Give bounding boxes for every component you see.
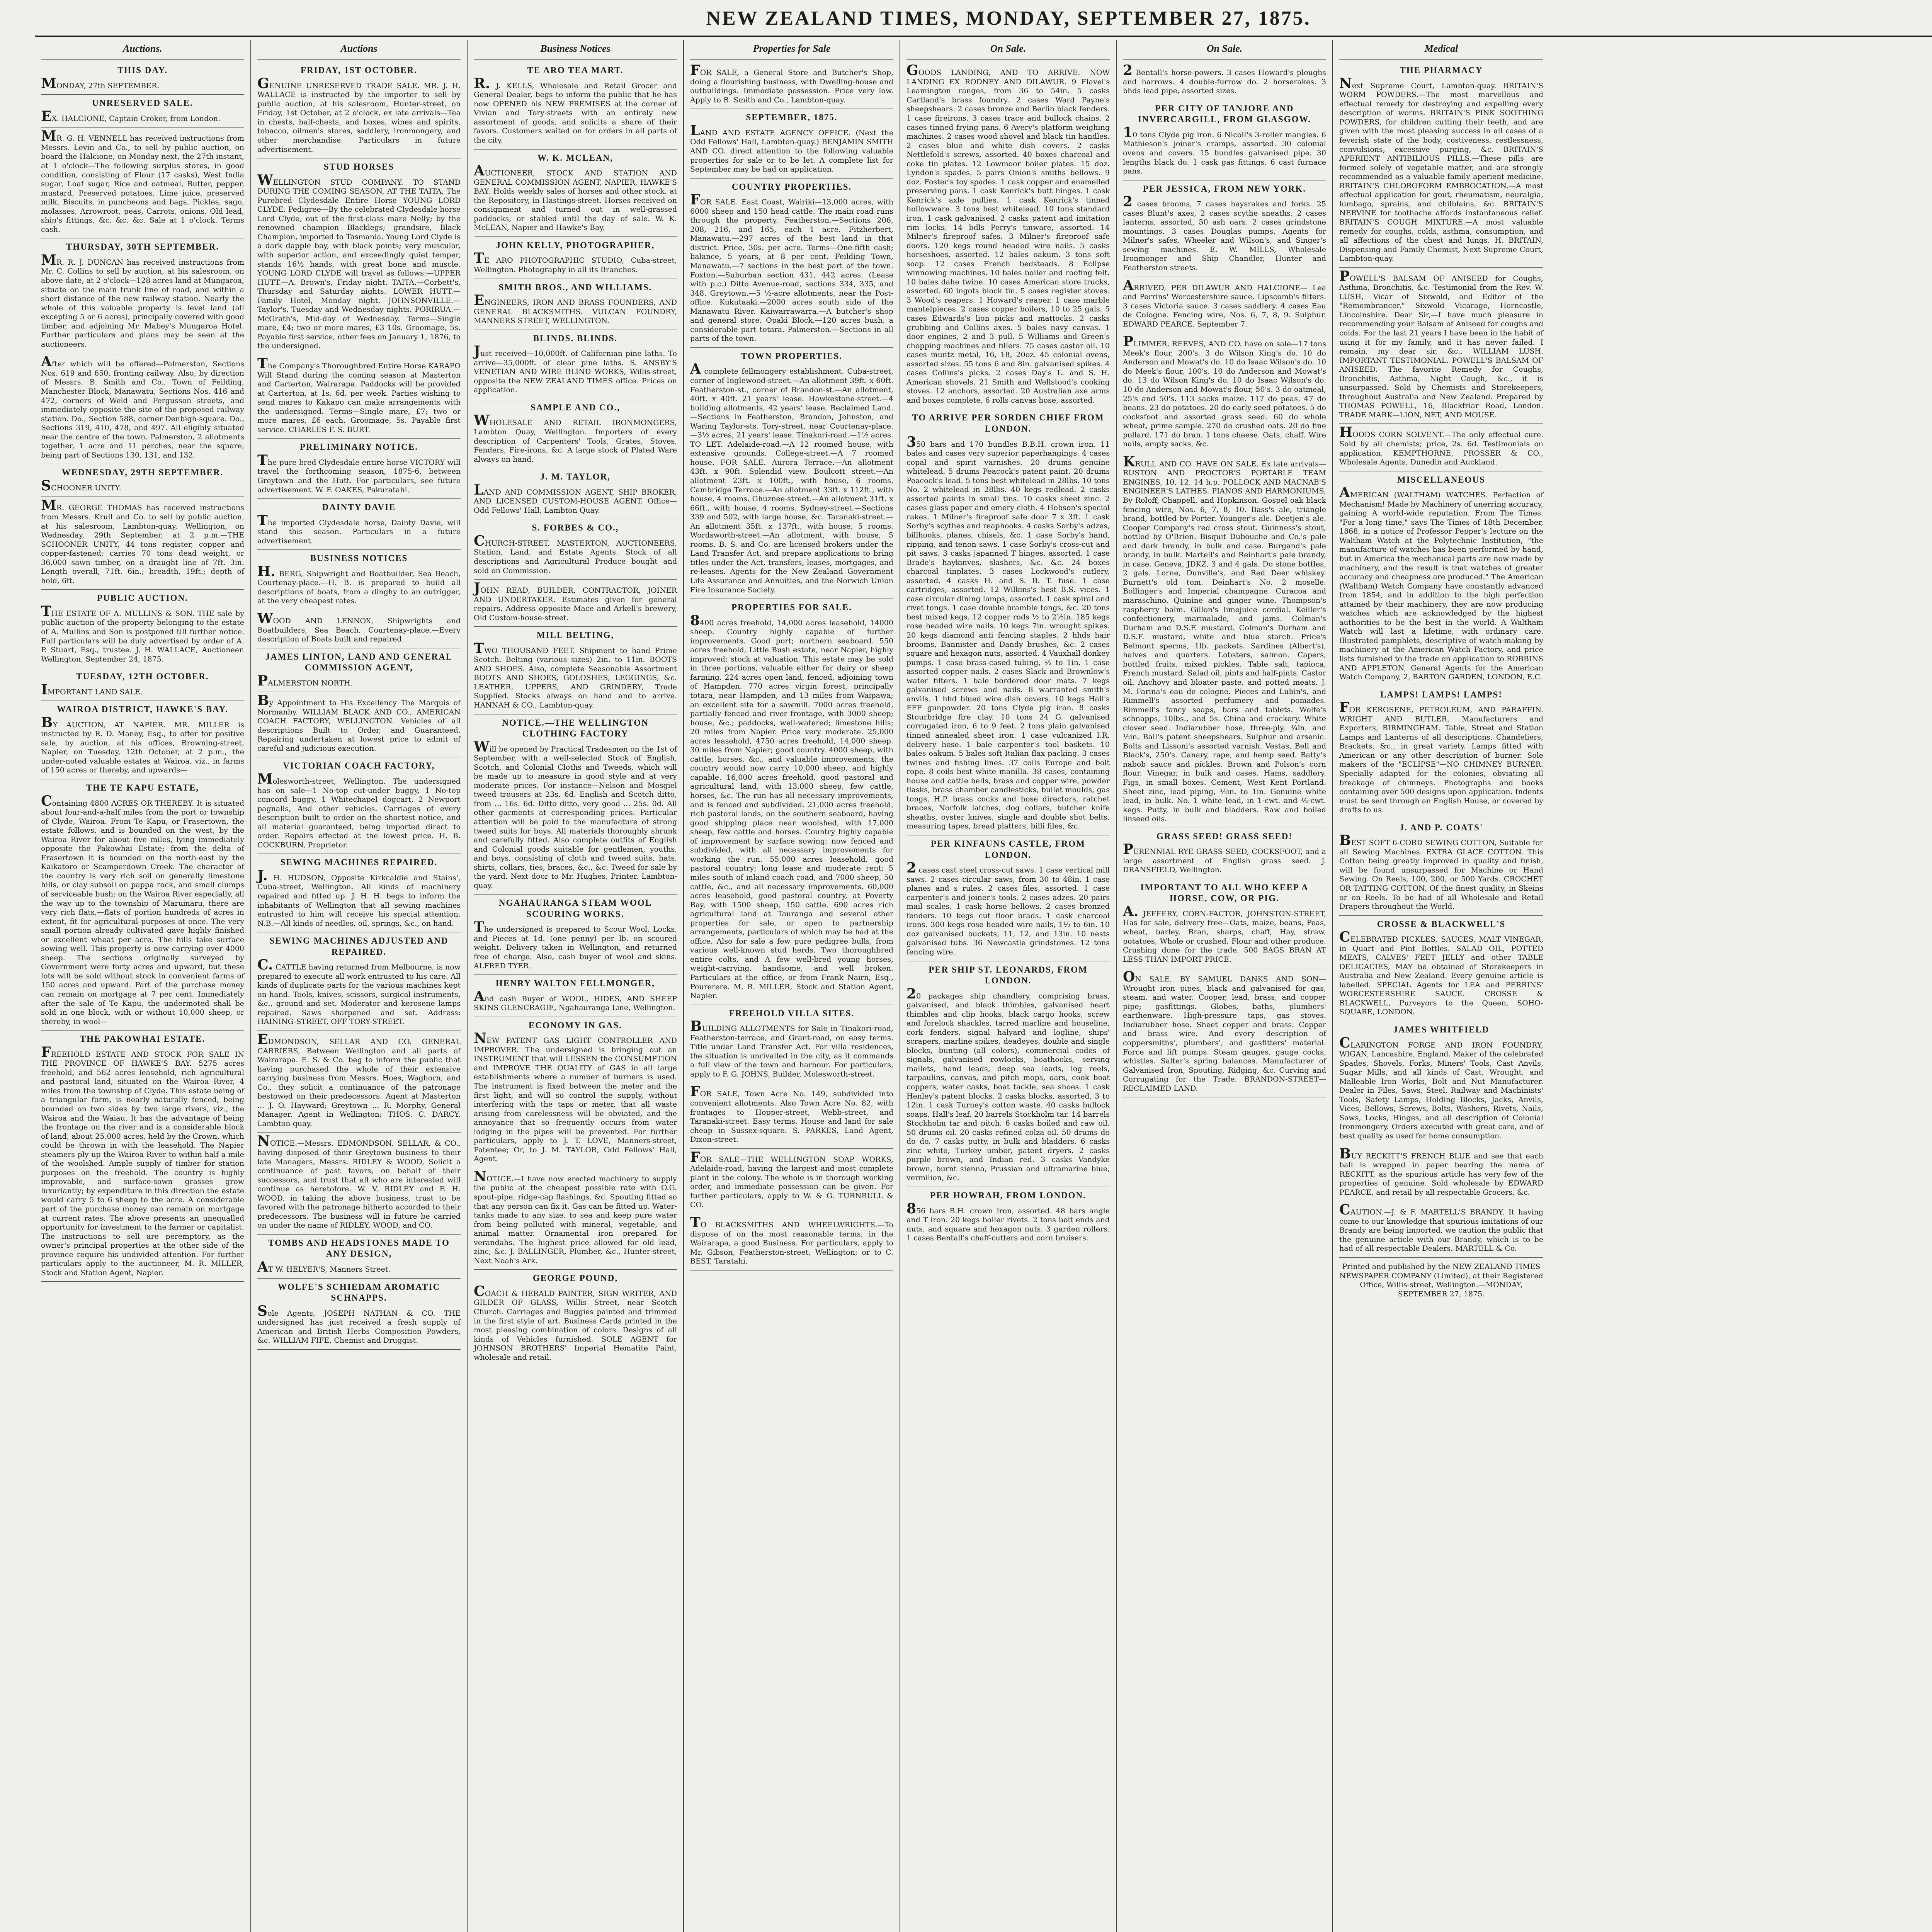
advertisement-body: MR. GEORGE THOMAS has received instructions from Messrs. Krull and Co. to sell by public auction, at his salesroom, Lambton-quay, Wellington, on Wednesday, 29th September, at 2 p.m.—THE SCHOONER UNITY, 44 tons register, copper and copper-fastened; carries 70 tons dead weight, or 36,000 sawn timber, on a draught line of 7ft. 3in. Length overall, 71ft. 6in.; breadth, 19ft.; depth of hold, 6ft. bbox=[41, 497, 244, 585]
advertisement-title: BUSINESS NOTICES bbox=[310, 553, 408, 563]
advertisement bbox=[690, 62, 893, 109]
advertisement-title: SEPTEMBER, 1875. bbox=[746, 112, 838, 122]
advertisement-title: JAMES LINTON, LAND AND GENERAL COMMISSION AGENT, bbox=[265, 651, 453, 673]
advertisement bbox=[1123, 180, 1326, 277]
advertisement bbox=[257, 355, 461, 439]
advertisement-body: By Appointment to His Excellency The Marquis of Normanby. WILLIAM BLACK AND CO., AMERICAN COACH FACTORY, WELLINGTON. Vehicles of all descriptions Built to Order, and Guaranteed. Repairing undertaken at lowest price to admit of careful and judicious execution. bbox=[257, 692, 461, 753]
newspaper-column-1 bbox=[35, 40, 251, 1932]
advertisement-body: 350 bars and 170 bundles B.B.H. crown iron. 11 bales and cases very superior paperhangings. 4 cases copal and spirit varnishes. 20 drums genuine whitelead. 5 drums Peacock's patent paint. 20 drums Peacock's lead. 5 tons best whitelead in 28lbs. 10 tons No. 2 whitelead in 28lbs. 40 kegs redlead. 2 casks assorted paints in small tins. 10 casks sheet zinc. 2 cases glass paper and emery cloth. 4 Hobson's special rakes. 1 Milner's fireproof safe door 7 x 3ft. 1 cask Sorby's scythes and reaphooks. 4 casks Sorby's adzes, billhooks, planes, chisels, &c. 1 case Sorby's hand, ripping, and tenon saws. 1 case Sorby's cross-cut and pit saws. 3 casks japanned T hinges, assorted. 1 case Brade's haykinves, slashers, &c. &c. 24 boxes charcoal tinplates. 3 cases Lockwood's cutlery, assorted. 4 casks H. and S. B. T. fuse. 1 case cartridges, assorted. 12 Wilkins's best B.S. vices. 1 case circular dining lamps, assorted. 1 cask spiral and rivet tongs. 1 case double bramble tongs, &c. 20 tons best mixed kegs. 12 copper rods ½ to 2½in. 185 kegs rose headed wire nails. 10 kegs 7in. wrought spikes. 20 kegs diamond anti fencing staples. 2 hhds hair brooms, Bannister and Dandy brushes, &c. 2 cases square and hexagon nuts, assorted. 4 Vauxhall donkey pumps. 1 case brass-cased tubing, ½ to 1in. 1 case assorted copper nails. 2 cases Slack and Brownlow's water filters. 1 bale bordered door mats. 7 kegs galvanised screws and nails. 8 warranted smith's anvils. 1 hhd blued wire dish covers. 10 kegs Hall's FFF gunpowder. 20 tons Clyde pig iron. 8 casks Stourbridge fire clay. 10 tons 24 G. galvanised corrugated iron, 6 to 9 feet. 2 tons plain galvanised tinned annealed sheet iron. 1 case vulcanized I.R. delivery hose. 1 bale carpenter's tool baskets. 10 bales oakum. 5 bales soft Italian flax packing. 3 cases twines and fishing lines. 37 coils Europe and bolt rope. 8 coils best white manilla. 38 cases, containing house and cattle bells, brass and copper wire, powder flasks, brass chamber candlesticks, bullet moulds, gas tongs, H.P. brass cocks and hose directors, ratchet braces, Norfolk latches, dog collars, butcher knife sheaths, oyster knives, single and double shot belts, measuring tapes, bread platters, billi files, &c. bbox=[906, 434, 1110, 831]
advertisement-body: HOODS CORN SOLVENT.—The only effectual cure. Sold by all chemists; price, 2s. 6d. Testimonials on application. KEMPTHORNE, PROSSER & CO., Wholesale Agents, Dunedin and Auckland. bbox=[1339, 424, 1543, 467]
advertisement-title: FREEHOLD VILLA SITES. bbox=[729, 1008, 855, 1018]
advertisement-body: COACH & HERALD PAINTER, SIGN WRITER, AND GILDER OF GLASS, Willis Street, near Scotch Church. Carriages and Buggies painted and trimmed in the first style of art. Business Cards printed in the most pleasing combination of colors. Designs of all kinds of Vehicles furnished. SOLE AGENT for JOHNSON BROTHERS' Imperial Hematite Paint, wholesale and retail. bbox=[474, 1283, 677, 1362]
advertisement-title: TE ARO TEA MART. bbox=[527, 65, 624, 75]
advertisement-body: FOR SALE. East Coast, Wairiki—13,000 acres, with 6000 sheep and 150 head cattle. The main road runs through the property. Featherston.—Sections 206, 208, 216, and 165, each 1 acre. Fitzherbert, Manawatu.—297 acres of the best land in that district. Price, 30s. per acre. Terms—One-fifth cash; balance, 5 years, at 8 per cent. Feilding Town, Manawatu.—7 sections in the best part of the town. Foxton.—Suburban section 431, 442 acres. (Lease with p.c.) Ditto Avenue-road, sections 334, 335, and 348. Greytown.—5 ½-acre allotments, near the Post-office. Kukutaaki.—2000 acres south side of the Manawatu River. Kaiwarrawarra.—A butcher's shop and general store. Opaki Block.—120 acres bush, a considerable part totara. Palmerston.—Sections in all parts of the town. bbox=[690, 192, 893, 343]
advertisement-body: SCHOONER UNITY. bbox=[41, 477, 122, 494]
advertisement-body: After which will be offered—Palmerston, Sections Nos. 619 and 650, fronting railway. Also, by direction of Messrs. B. Smith and Co., Town of Feilding, Manchester Block, Manawatu, Sections Nos. 416 and 472, corners of Weld and Fergusson streets, and immediately opposite the site of the proposed railway station. Do., Section 588, corner Denbigh-square. Do., Sections 319, 410, 478, and 497. All eligibly situated near the centre of the town. Palmerston, 2 allotments together, 1 acre and 11 perches, near the square, being part of Sections 130, 131, and 132. bbox=[41, 354, 244, 459]
advertisement-body: FOR SALE, Town Acre No. 149, subdivided into convenient allotments. Also Town Acre No. 82, with frontages to Hopper-street, Webb-street, and Taranaki-street. Easy terms. House and land for sale cheap in Sussex-square. S. PARKES, Land Agent, Dixon-street. bbox=[690, 1083, 893, 1144]
advertisement-body: TE ARO PHOTOGRAPHIC STUDIO, Cuba-street, Wellington. Photography in all its Branches. bbox=[474, 250, 677, 274]
advertisement bbox=[1123, 100, 1326, 180]
advertisement bbox=[41, 62, 244, 95]
advertisement bbox=[1339, 1145, 1543, 1202]
advertisement bbox=[257, 1031, 461, 1133]
advertisement-title: WOLFE'S SCHIEDAM AROMATIC SCHNAPPS. bbox=[277, 1282, 440, 1303]
advertisement-body: The Company's Thoroughbred Entire Horse KARAPO Will Stand during the coming season at Masterton and Carterton, Wairarapa. Paddocks will be provided at Carterton, at 1s. 6d. per week. Parties wishing to send mares to Kakapo can make arrangements with the undersigned. Terms—Single mare, £7; two or more mares, £6 each. Groomage, 5s. Payable first service. CHARLES F. S. BURT. bbox=[257, 355, 461, 434]
newspaper-column-4 bbox=[684, 40, 900, 1932]
advertisement-body: The undersigned is prepared to Scour Wool, Locks, and Pieces at 1d. (one penny) per lb. on scoured weight. Delivery taken in Wellington, and returned free of charge. Also, cash buyer of wool and skins. ALFRED TYER. bbox=[474, 919, 677, 970]
advertisement-title: SMITH BROS., AND WILLIAMS. bbox=[498, 282, 652, 292]
advertisement-body: Next Supreme Court, Lambton-quay. BRITAIN'S WORM POWDERS.—The most marvellous and effectual remedy for destroying and expelling every description of worms. BRITAIN'S PINK SOOTHING POWDERS, for children cutting their teeth, and are given with the most pleasing success in all cases of a feverish state of the body, costiveness, restlessness, convulsions, excessive purging, &c. BRITAIN'S APERIENT ANTIBILIOUS PILLS.—These pills are formed solely of vegetable matter, and are strongly recommended as a valuable family aperient medicine. BRITAIN'S CHLOROFORM EMBROCATION.—A most effectual application for gout, rheumatism, neuralgia, lumbago, sprains, and chilblains, &c. BRITAIN'S NERVINE for toothache affords instantaneous relief. BRITAIN'S COUGH MIXTURE.—A most valuable remedy for coughs, colds, asthma, consumption, and all affections of the chest and lungs. H. BRITAIN, Dispensing and Family Chemist, Next Supreme Court, Lambton-quay. bbox=[1339, 75, 1543, 263]
advertisement-body: R. J. KELLS, Wholesale and Retail Grocer and General Dealer, begs to inform the public that he has now OPENED his NEW PREMISES at the corner of Vivian and Tory-streets with an entirely new assortment of goods, and solicits a share of their favors. Customers waited on for orders in all parts of the city. bbox=[474, 75, 677, 145]
advertisement bbox=[257, 1133, 461, 1234]
advertisement-body: FREEHOLD ESTATE AND STOCK FOR SALE IN THE PROVINCE OF HAWKE'S BAY. 5275 acres freehold, and 562 acres leasehold, rich agricultural and pastoral land, situated on the Wairoa River, 4 miles from the township of Clyde. This estate being of a triangular form, is nearly naturally fenced, being bounded on two sides by two large rivers, viz., the Wairoa and the Waiau. It has the advantage of being the frontage on the river and is a considerable block of land, about 25,000 acres, held by the Crown, which could be thrown in with the leasehold. The Napier steamers ply up the Wairoa River to within half a mile of the woolshed. Ample supply of timber for station purposes on the freehold. The country is highly improvable, and surface-sown grasses grow luxuriantly; by expenditure in this direction the estate would carry 5 to 6 sheep to the acre. A considerable part of the purchase money can remain on mortgage at current rates. The above presents an unequalled opportunity for investment to the farmer or capitalist. The instructions to sell are peremptory, as the owner's principal properties at the other side of the province require his undivided attention. For further particulars apply to the auctioneer, M. R. MILLER, Stock and Station Agent, Napier. bbox=[41, 1044, 244, 1277]
advertisement-title: SEWING MACHINES ADJUSTED AND REPAIRED. bbox=[269, 936, 449, 957]
advertisement-title: HENRY WALTON FELLMONGER, bbox=[495, 978, 655, 988]
advertisement-body: GENUINE UNRESERVED TRADE SALE. MR. J. H. WALLACE is instructed by the importer to sell by public auction, at his salesroom, Hunter-street, on Friday, 1st October, at 2 o'clock, ex late arrivals—Tea in chests, half-chests, and boxes, wines and spirits, tobacco, oilmen's stores, saddlery, ironmongery, and other merchandise. Particulars in future advertisement. bbox=[257, 75, 461, 154]
advertisement bbox=[474, 279, 677, 330]
advertisement-body: JOHN READ, BUILDER, CONTRACTOR, JOINER AND UNDERTAKER. Estimates given for general repairs. Address opposite Mace and Arkell's brewery, Old Custom-house-street. bbox=[474, 580, 677, 622]
advertisement-title: SEWING MACHINES REPAIRED. bbox=[280, 857, 438, 867]
advertisement-body: NOTICE.—Messrs. EDMONDSON, SELLAR, & CO., having disposed of their Greytown business to their late Managers, Messrs. RIDLEY & WOOD, Solicit a continuance of past favors, on behalf of their successors, and trust that all who are interested will continue as heretofore. W. V. RIDLEY and F. H. WOOD, in taking the above business, trust to be favored with the patronage hitherto accorded to their predecessors. The business will in future be carried on under the name of RIDLEY, WOOD, and CO. bbox=[257, 1133, 461, 1230]
advertisement bbox=[257, 1279, 461, 1350]
advertisement-title: THE PHARMACY bbox=[1400, 65, 1483, 75]
advertisement-title: PUBLIC AUCTION. bbox=[97, 593, 188, 603]
advertisement-body: BY AUCTION, AT NAPIER. MR. MILLER is instructed by R. D. Maney, Esq., to offer for positive sale, by auction, at his offices, Browning-street, Napier, on Tuesday, 12th October, at 2 p.m., the under-noted valuable estates at Wairoa, viz., in farms of 150 acres or thereby, and upwards— bbox=[41, 714, 244, 775]
column-heading: On Sale. bbox=[906, 40, 1110, 60]
advertisement bbox=[1123, 879, 1326, 968]
advertisement bbox=[257, 439, 461, 499]
advertisement-body: 856 bars B.H. crown iron, assorted. 48 bars angle and T iron. 20 kegs boiler rivets. 2 tons bolt ends and nuts, and square and hexagon nuts. 3 garden rollers. 1 cases Bentall's chaff-cutters and corn bruisers. bbox=[906, 1200, 1110, 1243]
advertisement bbox=[906, 62, 1110, 409]
advertisement-body: AMERICAN (WALTHAM) WATCHES. Perfection of Mechanism! Made by Machinery of unerring accuracy, gaining A world-wide reputation. From The Times. "For a long time," says The Times of 18th December, 1868, in a notice of Professor Pepper's lecture on the Waltham Watch at the Polytechnic Institution, "the manufacture of watches has been performed by hand, but in America the mechanical parts are now made by machinery, and the result is that watches of greater accuracy and cheapness are produced." The American (Waltham) Watch Company have constantly advanced from 1854, and in addition to the high perfection attained by their machinery, they are now producing watches which are acknowledged by the highest authorities to be the best in the world. A Waltham Watch will last a lifetime, with ordinary care. Illustrated pamphlets, descriptive of watch-making by machinery at the American Watch Factory, and price lists furnished to the trade on application to ROBBINS AND APPLETON, General Agents for the American Watch Company, 2, BARTON GARDEN, LONDON, E.C. bbox=[1339, 485, 1543, 682]
advertisement bbox=[1339, 268, 1543, 424]
advertisement-title: JAMES WHITFIELD bbox=[1393, 1025, 1490, 1035]
column-heading: Auctions. bbox=[41, 40, 244, 60]
advertisement-title: THIS DAY. bbox=[117, 65, 168, 75]
advertisement bbox=[690, 599, 893, 1005]
advertisement bbox=[41, 95, 244, 128]
advertisement-body: THE ESTATE OF A. MULLINS & SON. THE sale by public auction of the property belonging to the estate of A. Mullins and Son is postponed till further notice. Full particulars will be duly advertised by order of A. P. Stuart, Esq., trustee. J. H. WALLACE, Auctioneer. Wellington, September 24, 1875. bbox=[41, 603, 244, 663]
advertisement-body: 2 cases cast steel cross-cut saws. 1 case vertical mill saws. 2 cases circular saws, from 30 to 48in. 1 case planes and s rules. 2 cases files, assorted. 1 case carpenter's and joiner's tools. 2 cases adzes. 20 pairs mail scales. 1 cask horse bellows. 2 cases bronzed fenders. 10 kegs cut floor brads. 1 cask charcoal irons. 300 kegs rose headed wire nails, 1½ to 6in. 10 doz galvanised buckets, 11, 12, and 13in. 10 nests galvanised tubs. 36 Newcastle grindstones. 12 tons fencing wire. bbox=[906, 860, 1110, 956]
advertisement bbox=[41, 590, 244, 668]
advertisement-title: WEDNESDAY, 29TH SEPTEMBER. bbox=[61, 468, 224, 478]
printer-imprint: Printed and published by the NEW ZEALAND TIMES NEWSPAPER COMPANY (Limited), at their Registered Office, Willis-street, Wellington.—MONDAY, SEPTEMBER 27, 1875. bbox=[1339, 1262, 1543, 1298]
column-heading: On Sale. bbox=[1123, 40, 1326, 60]
advertisement-title: VICTORIAN COACH FACTORY, bbox=[283, 761, 435, 771]
advertisement-title: NOTICE.—THE WELLINGTON CLOTHING FACTORY bbox=[502, 718, 649, 739]
advertisement-title: SAMPLE AND CO., bbox=[531, 402, 620, 412]
advertisement-body: CLARINGTON FORGE AND IRON FOUNDRY, WIGAN, Lancashire, England. Maker of the celebrated Spades, Shovels, Forks, Miners' Tools, Cast Anvils, Sugar Mills, and all kinds of Cast, Wrought, and Malleable Iron Works, Bolt and Nut Manufacturer. Dealer in Files, Saws, Steel, Railway and Machinists' Tools, Safety Lamps, Holding Blocks, Jacks, Anvils, Vices, Bellows, Screws, Bolts, Washers, Rivets, Nails, Saws, Locks, Hinges, and all description of Colonial Ironmongery. Orders executed with great care, and of best quality as used for home consumption. bbox=[1339, 1034, 1543, 1141]
advertisement bbox=[41, 464, 244, 497]
advertisement bbox=[1339, 686, 1543, 819]
advertisement-body: C. CATTLE having returned from Melbourne, is now prepared to execute all work entrusted to his care. All kinds of duplicate parts for the various machines kept on hand. Tools, knives, scissors, surgical instruments, &c., ground and set. Moderator and kerosene lamps repaired. Saws sharpened and set. Address: HAINING-STREET, OFF TORY-STREET. bbox=[257, 957, 461, 1026]
advertisement-title: CROSSE & BLACKWELL'S bbox=[1377, 919, 1506, 929]
advertisement bbox=[257, 499, 461, 550]
advertisement bbox=[690, 1005, 893, 1083]
advertisement bbox=[257, 854, 461, 932]
masthead-title: NEW ZEALAND TIMES, MONDAY, SEPTEMBER 27, 1875. bbox=[706, 7, 1311, 29]
advertisement bbox=[1339, 1201, 1543, 1258]
advertisement-body: Molesworth-street, Wellington. The undersigned has on sale—1 No-top cut-under buggy, 1 No-top concord buggy, 1 Whitechapel dogcart, 2 Newport pagnalls, And other vehicles. Carriages of every description built to order on the shortest notice, and all material guaranteed, being imported direct to order. Repairs effected at the lowest price. H. B. COCKBURN, Proprietor. bbox=[257, 770, 461, 849]
advertisement bbox=[474, 1270, 677, 1366]
advertisement bbox=[690, 1083, 893, 1148]
advertisement-body: ARRIVED, PER DILAWUR AND HALCIONE— Lea and Perrins' Worcestershire sauce. Lipscomb's filters. 3 cases Victoria sauce. 3 cases saddlery. 4 cases Eau de Cologne. Fencing wire, Nos. 6, 7, 8, 9. Sulphur. EDWARD PEARCE. September 7. bbox=[1123, 277, 1326, 328]
advertisement-body: WOOD AND LENNOX, Shipwrights and Boatbuilders, Sea Beach, Courtenay-place.—Every description of Boats built and repaired. bbox=[257, 610, 461, 644]
advertisement bbox=[474, 519, 677, 580]
advertisement bbox=[906, 409, 1110, 835]
advertisement bbox=[1339, 916, 1543, 1021]
advertisement bbox=[474, 237, 677, 279]
advertisement-body: NOTICE.—I have now erected machinery to supply the public at the cheapest possible rate with O.G. spout-pipe, ridge-cap flashings, &c. Spouting fitted so that any person can fix it. Gas can be fitted up. Water-tanks made to any size, to sea and keep pure water from being polluted with mineral, vegetable, and animal matter. Ornamental iron prepared for verandahs. The highest price allowed for old lead, zinc, &c. J. BALLINGER, Plumber, &c., Hunter-street, Next Noah's Ark. bbox=[474, 1168, 677, 1265]
column-heading: Properties for Sale bbox=[690, 40, 893, 60]
advertisement bbox=[257, 692, 461, 757]
advertisement-body: 2 cases brooms, 7 cases haysrakes and forks. 25 cases Blunt's axes, 2 cases scythe sneaths. 2 cases lanterns, assorted, 50 ash oars. 2 cases grindstone mountings. 3 cases Douglas pumps. Agents for Milner's safes, Wheeler and Wilson's, and Singer's sewing machines. E. W. MILLS, Wholesale Ironmonger and Ship Chandler, Hunter and Featherston streets. bbox=[1123, 194, 1326, 272]
advertisement bbox=[474, 580, 677, 627]
advertisement bbox=[257, 932, 461, 1031]
advertisement-body: CHURCH-STREET, MASTERTON, AUCTIONEERS, Station, Land, and Estate Agents. Stock of all descriptions and Agricultural Produce bought and sold on Commission. bbox=[474, 532, 677, 575]
newspaper-column-6 bbox=[1117, 40, 1333, 1932]
advertisement bbox=[1123, 828, 1326, 879]
advertisement-body: BEST SOFT 6-CORD SEWING COTTON, Suitable for all Sewing Machines. EXTRA GLACE COTTON. This Cotton being greatly improved in quality and finish, will be found unsurpassed for Machine or Hand Sewing. On Reels, 100, 200, or 500 Yards. CROCHET OR TATTING COTTON, Of the finest quality, in Skeins or on Reels. To be had of all Wholesale and Retail Drapers throughout the World. bbox=[1339, 832, 1543, 911]
advertisement-title: TOMBS AND HEADSTONES MADE TO ANY DESIGN, bbox=[268, 1238, 450, 1259]
advertisement bbox=[474, 399, 677, 468]
advertisement bbox=[257, 550, 461, 610]
advertisement-body: BUILDING ALLOTMENTS for Sale in Tinakori-road, Featherston-terrace, and Grant-road, on easy terms. Title under Land Transfer Act. For villa residences, the situation is unrivalled in the city, as it commands a full view of the town and harbour. For particulars, apply to F. G. JOHNS, Builder, Molesworth-street. bbox=[690, 1018, 893, 1078]
column-heading: Auctions bbox=[257, 40, 461, 60]
advertisement-title: JOHN KELLY, PHOTOGRAPHER, bbox=[496, 240, 655, 250]
advertisement-title: GEORGE POUND, bbox=[532, 1273, 618, 1283]
advertisement-title: THURSDAY, 30TH SEPTEMBER. bbox=[66, 242, 219, 252]
advertisement bbox=[257, 610, 461, 648]
advertisement-body: MONDAY, 27th SEPTEMBER. bbox=[41, 75, 160, 92]
advertisement bbox=[690, 1214, 893, 1270]
advertisement-title: MISCELLANEOUS bbox=[1397, 474, 1485, 485]
advertisement bbox=[41, 238, 244, 353]
advertisement-title: DAINTY DAVIE bbox=[322, 502, 396, 512]
newspaper-column-5 bbox=[900, 40, 1117, 1932]
newspaper-columns bbox=[35, 40, 1932, 1932]
advertisement bbox=[1123, 277, 1326, 333]
advertisement-body: TWO THOUSAND FEET. Shipment to hand Prime Scotch. Belting (various sizes) 2in. to 11in. BOOTS AND SHOES. Also, complete Seasonable Assortment BOOTS AND SHOES, GOLOSHES, LEGGINGS, &c. LEATHER, UPPERS, AND GRINDERY, Trade Supplied. Stocks always on hand and to arrive. HANNAH & CO., Lambton-quay. bbox=[474, 640, 677, 710]
advertisement bbox=[41, 497, 244, 590]
advertisement-title: PRELIMINARY NOTICE. bbox=[300, 442, 418, 452]
advertisement-body: Sole Agents, JOSEPH NATHAN & CO. THE undersigned has just received a fresh supply of American and British Herbs Composition Powders, &c. WILLIAM FIFE, Chemist and Druggist. bbox=[257, 1303, 461, 1345]
advertisement-title: UNRESERVED SALE. bbox=[92, 98, 193, 108]
advertisement-title: PER JESSICA, FROM NEW YORK. bbox=[1143, 184, 1306, 194]
advertisement-body: KRULL AND CO. HAVE ON SALE. Ex late arrivals— RUSTON AND PROCTOR'S PORTABLE TEAM ENGINES, 10, 12, 14 h.p. POLLOCK AND MACNAB'S ENGINEER'S LATHES. PIANOS AND HARMONIUMS, By Roloff, Chappell, and Hopkinson. Gospel oak black fencing wire, Nos. 6, 7, 8, 10. Bass's ale, triangle brand, bottled by Porter. Younger's ale. Deetjen's ale. Cooper Company's red cross stout. Guinness's stout, bottled by O'Brien. Bisquit Dubouche and Co.'s pale and dark brandy, in bulk and case. Burgand's pale brandy, in bulk. Martell's and Reinhart's pale brandy, in case. Geneva, JDKZ, 3 and 4 gals. Do stone bottles, 2 gals. Lorne, Dunville's, and Red Deer whiskey. Burnett's old tom. Deinhart's No. 2 moselle. Bollinger's and Imperial champagne. Curacoa and maraschino. Quinine and ginger wine. Thompson's raspberry balm. Gillon's limejuice cordial. Keiller's confectionery, marmalade, and jams. Colman's Durham and D.S.F. mustard. Colman's Durham and D.S.F. mustard, white and blue starch. Price's Belmont sperms, 1lb. packets. Sardines (Albert's), halves and quarters. Lobsters, salmon. Capers, bottled fruits, mixed pickles. Table salt, tapioca, French mustard. Salad oil, pints and half-pints. Castor oil. Anchovy and bloater paste, and potted meats. J. M. Farina's eau de cologne. Pieces and Lubin's, and Rimmell's assorted perfumery and pomades. Rimmell's fancy soaps, bars and tablets. Wolfe's schnapps, 10lbs., and 5s. China and crockery. White clover seed. Indiarubber hose, three-ply, ¾in. and ½in. Ball's patent sheepshears. Sulphur and arsenic. Bolts and Lissoni's assorted varnish. Vestas, Bell and Black's, 250's. Canary, rape, and hemp seed. Batty's nabob sauce and pickles. Brown and Polson's corn flour. Vinegar, in bulk and cases. Hams, saddlery. Figs, in small boxes. Cement, West Kent Portland. Sheet zinc, lead piping, ½in. to 1in. Genuine white lead, in bulk. No. 1 white lead, in 1-cwt. and ½-cwt. kegs. Putty, in bulk and bladders. Raw and boiled linseed oils. bbox=[1123, 453, 1326, 823]
advertisement-body: PALMERSTON NORTH. bbox=[257, 672, 353, 689]
advertisement bbox=[1123, 333, 1326, 453]
advertisement-body: 20 packages ship chandlery, comprising brass, galvanised, and black thimbles, galvanised heart thimbles and clip hooks, black cargo hooks, screw and forelock shackles, tarred marline and houseline, cork fenders, signal halyard and logline, ships' scrapers, marline spikes, deadeyes, double and single blocks, bunting (all colors), commercial codes of signals, galvanised rowlocks, boathooks, serving mallets, hand leads, deep sea leads, log reels, tarpaulins, canvas, and pitch mops, oars, cook boat coppers, water casks, boat tackle, sea shoes. 1 cask Henley's patent blocks. 2 casks blocks, assorted, 3 to 12in. 1 cask Turney's cotton waste. 40 casks bullock soaps, Hall's leaf. 20 barrels Stockholm tar. 14 barrels Stockholm tar and pitch. 6 casks boiled and raw oil. 50 drums oil. 20 casks refined colza oil. 50 drums do do do. 7 casks putty, in bulk and bladders. 6 casks zinc white, Turkey umber, patent dryers. 2 casks purple brown, and Indian red. 3 casks Vandyke brown, burnt sienna, Prussian and ultramarine blue, vermilion, &c. bbox=[906, 985, 1110, 1182]
advertisement-body: Will be opened by Practical Tradesmen on the 1st of September, with a well-selected Stock of English, Scotch, and Colonial Cloths and Tweeds, which will be made up to measure in good style and at very moderate prices. For instance—Nelson and Mosgiel tweed trousers at 23s. 6d. English and Scotch ditto, from ... 16s. 6d. Ditto ditto, very good ... 25s. 0d. All other garments at corresponding prices. Particular attention will be paid to the manufacture of strong tweed suits for boys. All materials thoroughly shrunk and carefully fitted. Also complete outfits of English and Colonial goods suitable for gentlemen, youths, and boys, consisting of cloth and tweed suits, hats, shirts, collars, ties, braces, &c., &c. Tweed for sale by the yard. Next door to Mr. Hughes, Printer, Lambton-quay. bbox=[474, 738, 677, 890]
advertisement-title: PER KINFAUNS CASTLE, FROM LONDON. bbox=[931, 839, 1085, 860]
advertisement-title: THE TE KAPU ESTATE, bbox=[86, 783, 199, 793]
advertisement-body: ENGINEERS, IRON AND BRASS FOUNDERS, AND GENERAL BLACKSMITHS. VULCAN FOUNDRY, MANNERS STREET, WELLINGTON. bbox=[474, 292, 677, 325]
advertisement bbox=[1339, 471, 1543, 686]
advertisement-title: GRASS SEED! GRASS SEED! bbox=[1156, 831, 1293, 841]
advertisement-title: THE PAKOWHAI ESTATE. bbox=[80, 1034, 206, 1044]
advertisement bbox=[474, 975, 677, 1017]
advertisement-body: EX. HALCIONE, Captain Croker, from London. bbox=[41, 108, 221, 124]
advertisement-body: A complete fellmongery establishment. Cuba-street, corner of Inglewood-street.—An allotment 39ft. x 60ft. Featherston-st., corner of Brandon-st.—An allotment, 40ft. x 40ft. 21 years' lease. Hawkestone-street.—4 building allotments, 42 years' lease. Reclaimed Land.—Sections in Featherston, Brandon, Johnston, and Waring Taylor-sts. Tory-street, near Courtenay-place.—3½ acres, 21 years' lease. Tinakori-road.—1½ acres. TO LET. Adelaide-road.—A 12 roomed house, with extensive grounds. College-street.—A 7 roomed house. FOR SALE. Aurora Terrace.—An allotment 43ft. x 90ft. Splendid view. Boulcott street.—An allotment 23ft. x 100ft., with house, 6 rooms. Cambridge Terrace.—An allotment 33ft. x 112ft., with house, 4 rooms. Ghuznee-street.—An allotment 31ft. x 66ft., with house, 4 rooms. Sydney-street.—Sections 339 and 502, with large house, &c. Taranaki-street.—An allotment 35ft. x 137ft., with house, 5 rooms. Wordsworth-street.—An allotment, with house, 5 rooms. B. S. and Co. are licensed brokers under the Land Transfer Act, and prepare applications to bring titles under the Act, transfers, leases, mortgages, and re-leases. Agents for the New Zealand Government Life Assurance and Annuities, and the Norwich Union Fire Insurance Society. bbox=[690, 361, 893, 594]
advertisement-title: W. K. MCLEAN, bbox=[537, 153, 613, 163]
advertisement bbox=[41, 779, 244, 1031]
advertisement-body: 8400 acres freehold, 14,000 acres leasehold, 14000 sheep. Country highly capable of further improvements. Good port; northern seaboard. 550 acres freehold, Little Bush estate, near Napier, highly improved; stock at valuation. This estate may be sold in three portions, valuable either for dairy or sheep farming. 224 acres open land, fenced, adjoining town of Hampden. 770 acres virgin forest, principally totara, near Hampden, and 13 miles from Waipawa; an excellent site for a sawmill. 7000 acres freehold, partially fenced and river frontage, with 3000 sheep; house, &c.; paddocks, well-watered; limestone hills; 20 miles from Napier. Price very moderate. 25,000 acres leasehold, 4750 acres freehold, 14,000 sheep. 30 miles from Napier; good country. 4000 sheep, with cattle, horses, &c., and valuable improvements; the country would now carry 10,000 sheep, and highly capable. 16,000 acres freehold, good pastoral and agricultural land, with 13,000 sheep, few cattle, horses, &c. The run has all necessary improvements, and is fenced and subdivided. 21,000 acres freehold, rich pastoral lands, on the southern seaboard, having good shipping place near woolshed, with 17,000 sheep, few cattle and horses. Country highly capable of improvement by surface sowing; now fenced and subdivided, with all necessary improvements for working the run. 55,000 acres leasehold, good pastoral country; long lease and moderate rent; 5 miles south of inland coach road, and 7000 sheep, 50 cattle, &c., and all necessary improvements. 60,000 acres leasehold, good pastoral country, at Poverty Bay, with 1500 sheep, 150 cattle. 690 acres rich agricultural land at Tauranga and several other properties for sale, or open to partnership arrangements, particulars of which may be had at the office. Also for sale a few pure pedigree bulls, from various well-known stud herds. Two thoroughbred entire colts, and A few well-bred young horses, weight-carrying, handsome, and well broken. Particulars at the office, or from Frank Nairn, Esq., Pourerere. M. R. MILLER, Stock and Station Agent, Napier. bbox=[690, 612, 893, 1000]
advertisement-title: J. M. TAYLOR, bbox=[540, 472, 611, 482]
advertisement bbox=[257, 757, 461, 854]
advertisement-title: IMPORTANT TO ALL WHO KEEP A HORSE, COW, OR PIG. bbox=[1140, 882, 1309, 903]
advertisement-body: The imported Clydesdale horse, Dainty Davie, will stand this season. Particulars in a future advertisement. bbox=[257, 512, 461, 545]
advertisement bbox=[906, 961, 1110, 1187]
advertisement bbox=[474, 468, 677, 519]
advertisement-body: POWELL'S BALSAM OF ANISEED for Coughs, Asthma, Bronchitis, &c. Testimonial from the Rev. W. LUSH, Vicar of Sixwold, and Editor of the "Remembrancer." Sixwold Vicarage, Horncastle, Lincolnshire. Dear Sir,—I have much pleasure in recommending your Balsam of Aniseed for coughs and colds. For the last 21 years I have been in the habit of using it for my family, and it has never failed. I remain, my dear sir, &c., WILLIAM LUSH. IMPORTANT TESTIMONIAL. POWELL'S BALSAM OF ANISEED. The favorite Remedy for Coughs, Bronchitis, Asthma, Night Cough, &c., it is unsurpassed. Sold by Chemists and Storekeepers, throughout Australia and New Zealand. Prepared by THOMAS POWELL, 16, Blackfriar Road, London. TRADE MARK—LION, NET, AND MOUSE. bbox=[1339, 268, 1543, 419]
advertisement-body: J. H. HUDSON, Opposite Kirkcaldie and Stains', Cuba-street, Wellington. All kinds of machinery repaired and fitted up. J. H. H. begs to inform the inhabitants of Wellington that all sewing machines entrusted to him will receive his special attention. N.B.—All kinds of needles, oil, springs, &c., on hand. bbox=[257, 867, 461, 928]
advertisement-body: GOODS LANDING, AND TO ARRIVE. NOW LANDING EX RODNEY AND DILAWUR. 9 Flavel's Leamington ranges, from 36 to 54in. 5 casks Cartland's brass foundry. 2 cases Ward Payne's sheepshears. 2 cases bronze and Berlin black fenders. 1 case fireirons. 3 cases trace and bullock chains. 2 cases tinned frying pans. 6 Avery's platform weighing machines. 2 cases wood shovel and black tin handles. 2 cases blue and white dish covers. 2 casks Nettlefold's screws, assorted. 40 boxes charcoal and coke tin plates. 12 Lowmoor boiler plates. 15 doz. Lyndon's spades. 5 pairs Onion's smiths bellows. 9 doz. Foster's toy spades. 1 cask copper and enamelled preserving pans. 1 cask Kenrick's butt hinges. 1 cask Kenrick's axle pullies. 1 cask Kenrick's tinned hollowware. 3 tons best whitelead. 10 tons standard iron. 1 cask galvanised. 2 casks patent and imitation rim locks. 14 bdls Perry's tinware, assorted. 14 Milner's fireproof safes. 3 Milner's fireproof safe doors. 120 kegs round headed wire nails. 5 casks horseshoes, assorted. 12 bales oakum. 3 tons soft soap. 12 cases French bedsteads. 8 Eclipse winnowing machines. 10 bales boiler and roofing felt. 10 bales dahe twine. 10 cases American store trucks, assorted. 60 ingots block tin. 5 cases register stoves. 3 Wood's reapers. 1 Howard's reaper. 1 case marble mantelpieces. 2 cases copper boilers, 10 to 25 gals. 5 cases Edwards's lion picks and mattocks. 2 casks grubbing and Collins axes. 5 bales navy canvas. 1 door engines, 2 and 3 pull. 5 Williams and Green's chopping machines and fillers. 75 cases castor oil. 10 cases muntz metal, 16, 18, 20oz. 45 colonial ovens, assorted sizes. 55 tons 6 and 8in. galvanised spikes. 4 cases Collins's picks. 2 cases Day's L. and S. H. American shovels. 21 Smith and Wellstood's cooking stoves. 12 anchors, assorted. 20 Australian axe arms and boxes complete, 6 rolls canvas hose, assorted. bbox=[906, 62, 1110, 405]
advertisement-body: IMPORTANT LAND SALE. bbox=[41, 681, 143, 698]
advertisement-title: TUESDAY, 12TH OCTOBER. bbox=[76, 672, 209, 682]
advertisement bbox=[41, 1031, 244, 1282]
advertisement-body: AUCTIONEER, STOCK AND STATION AND GENERAL COMMISSION AGENT, NAPIER, HAWKE'S BAY. Holds weekly sales of horses and other stock, at the Repository, in Hastings-street. Horses received on consignment and turned out in well-grassed paddocks, or stabled until the day of sale. W. K. McLEAN, Napier and Hawke's Bay. bbox=[474, 163, 677, 232]
advertisement bbox=[41, 128, 244, 238]
advertisement-body: 10 tons Clyde pig iron. 6 Nicoll's 3-roller mangles. 6 Mathieson's joiner's cramps, assorted. 30 colonial ovens and covers. 15 bundles galvanised pipe. 30 lengths black do. 1 cask gas fittings. 6 cast furnace pans. bbox=[1123, 124, 1326, 176]
advertisement-body: CELEBRATED PICKLES, SAUCES, MALT VINEGAR, in Quart and Pint Bottles. SALAD OIL, POTTED MEATS, CALVES' FEET JELLY and other TABLE DELICACIES, MAY be obtained of Storekeepers in Australia and New Zealand. Every genuine article is labelled. SPECIAL Agents for LEA and PERRINS' WORCESTERSHIRE SAUCE. CROSSE & BLACKWELL, Purveyors to the Queen, SOHO-SQUARE, LONDON. bbox=[1339, 929, 1543, 1017]
advertisement-body: Just received—10,000ft. of Californian pine laths. To arrive—35,000ft. of clear pine laths. S. ANSBY'S VENETIAN AND WIRE BLIND WORKS, Willis-street, opposite the NEW ZEALAND TIMES office. Prices on application. bbox=[474, 343, 677, 395]
advertisement-body: BUY RECKITT'S FRENCH BLUE and see that each ball is wrapped in paper bearing the name of RECKITT, as the spurious article has very few of the properties of genuine. Sold wholesale by EDWARD PEARCE, and retail by all respectable Grocers, &c. bbox=[1339, 1145, 1543, 1197]
advertisement-body: AT W. HELYER'S, Manners Street. bbox=[257, 1259, 391, 1275]
advertisement-body: A. JEFFERY, CORN-FACTOR, JOHNSTON-STREET, Has for sale, delivery free—Oats, maize, beans, Peas, wheat, barley, Bran, sharps, chaff, Hay, straw, potatoes, Whole or crushed. Flour and other produce. Crushing done for the trade. 500 BAGS BRAN AT LESS THAN IMPORT PRICE. bbox=[1123, 903, 1326, 964]
advertisement-title: MILL BELTING, bbox=[536, 630, 614, 640]
advertisement-title: PROPERTIES FOR SALE. bbox=[731, 602, 852, 612]
advertisement bbox=[1123, 968, 1326, 1097]
advertisement-title: STUD HORSES bbox=[323, 162, 395, 172]
advertisement bbox=[257, 648, 461, 692]
advertisement bbox=[690, 348, 893, 599]
advertisement bbox=[257, 1235, 461, 1279]
advertisement bbox=[474, 1017, 677, 1168]
advertisement-title: PER SHIP ST. LEONARDS, FROM LONDON. bbox=[929, 964, 1088, 986]
advertisement-body: The pure bred Clydesdale entire horse VICTORY will travel the forthcoming season, 1875-6, between Greytown and the Hutt. For particulars, see future advertisement. W. F. OAKES, Pakuratahi. bbox=[257, 452, 461, 494]
advertisement bbox=[41, 668, 244, 701]
advertisement-title: ECONOMY IN GAS. bbox=[529, 1020, 622, 1030]
advertisement-title: NGAHAURANGA STEAM WOOL SCOURING WORKS. bbox=[498, 898, 652, 919]
advertisement-body: H. BERG, Shipwright and Boatbuilder, Sea Beach, Courtenay-place.—H. B. is prepared to build all descriptions of boats, from a dinghy to an outrigger, at the very cheapest rates. bbox=[257, 563, 461, 605]
advertisement-body: And cash Buyer of WOOL, HIDES, AND SHEEP SKINS GLENCRAGIE, Ngahauranga Line, Wellington. bbox=[474, 988, 677, 1012]
advertisement-title: PER CITY OF TANJORE AND INVERCARGILL, FROM GLASGOW. bbox=[1138, 103, 1311, 124]
advertisement-body: FOR KEROSENE, PETROLEUM, AND PARAFFIN. WRIGHT AND BUTLER, Manufacturers and Exporters, BIRMINGHAM. Table, Street and Station Lamps and Lanterns of all descriptions. Chandeliers, Brackets, &c., in great variety. Lamps fitted with American or any other description of burner. Sole makers of the "ECLIPSE"—NO CHIMNEY BURNER. Specially adapted for the colonies, obviating all breakage of chimneys. Photographs and books containing over 500 designs upon application. Indents must be sent through an English House, or covered by drafts to us. bbox=[1339, 699, 1543, 815]
advertisement-title: WAIROA DISTRICT, HAWKE'S BAY. bbox=[57, 704, 228, 714]
advertisement-body: PERENNIAL RYE GRASS SEED, COCKSFOOT, and a large assortment of English grass seed. J. DRANSFIELD, Wellington. bbox=[1123, 841, 1326, 874]
advertisement bbox=[474, 714, 677, 895]
advertisement-title: LAMPS! LAMPS! LAMPS! bbox=[1380, 689, 1502, 699]
advertisement-title: S. FORBES & CO., bbox=[532, 523, 619, 533]
advertisement-body: WHOLESALE AND RETAIL IRONMONGERS, Lambton Quay, Wellington. Importers of every description of Carpenters' Tools, Grates, Stoves, Fenders, Fire-irons, &c. A large stock of Plated Ware always on hand. bbox=[474, 412, 677, 464]
advertisement bbox=[41, 701, 244, 779]
advertisement-title: TO ARRIVE PER SORDEN CHIEF FROM LONDON. bbox=[912, 413, 1104, 434]
advertisement-body: FOR SALE—THE WELLINGTON SOAP WORKS, Adelaide-road, having the largest and most complete plant in the colony. The whole is in thorough working order, and immediate possession can be given. For further particulars, apply to W. & G. TURNBULL & CO. bbox=[690, 1149, 893, 1209]
advertisement-body: CAUTION.—J. & F. MARTELL'S BRANDY. It having come to our knowledge that spurious imitations of our Brandy are being imported, we caution the public that the genuine article with our Brandy, which is to be had of all respectable Dealers. MARTELL & Co. bbox=[1339, 1202, 1543, 1253]
advertisement-title: COUNTRY PROPERTIES. bbox=[731, 182, 852, 192]
masthead-rule bbox=[35, 36, 1932, 37]
advertisement-body: NEW PATENT GAS LIGHT CONTROLLER AND IMPROVER. The undersigned is bringing out an INSTRUMENT that will LESSEN the CONSUMPTION and IMPROVE THE QUALITY of GAS in all large establishments where a number of burners is used. The instrument is fixed between the meter and the first light, and will so control the supply, without interfering with the taps or meter, that all waste arising from carelessness will be obviated, and the annoyance that so frequently occurs from water lodging in the pipes will be prevented. For further particulars, apply to J. T. LOVE, Manners-street, Patentee; Or, to J. M. TAYLOR, Odd Fellows' Hall, Agent. bbox=[474, 1030, 677, 1163]
advertisement bbox=[1339, 1021, 1543, 1145]
advertisement-title: FRIDAY, 1ST OCTOBER. bbox=[300, 65, 418, 75]
advertisement bbox=[474, 150, 677, 237]
advertisement bbox=[1339, 62, 1543, 267]
advertisement-body: 2 Bentall's horse-powers. 3 cases Howard's ploughs and harrows. 4 double-furrow do. 2 horserakes. 3 bhds lead pipe, assorted sizes. bbox=[1123, 62, 1326, 95]
newspaper-column-7 bbox=[1333, 40, 1549, 1932]
newspaper-column-3 bbox=[468, 40, 684, 1932]
advertisement-body: EDMONDSON, SELLAR AND CO. GENERAL CARRIERS, Between Wellington and all parts of Wairarapa. E. S. & Co. beg to inform the public that having purchased the whole of their extensive carrying business from Messrs. Hoes, Waghorn, and Co., they solicit a continuance of the patronage bestowed on their predecessors. Agent at Masterton ... J. O. Hayward; Greytown ... R. Morphy, General Manager. Agent in Wellington: THOS. C. DARCY, Lambton-quay. bbox=[257, 1031, 461, 1128]
column-heading: Medical bbox=[1339, 40, 1543, 60]
advertisement bbox=[1339, 424, 1543, 471]
advertisement-body: LAND AND COMMISSION AGENT, SHIP BROKER, AND LICENSED CUSTOM-HOUSE AGENT. Office—Odd Fellows' Hall, Lambton Quay. bbox=[474, 481, 677, 515]
advertisement bbox=[474, 895, 677, 975]
advertisement-title: PER HOWRAH, FROM LONDON. bbox=[930, 1190, 1086, 1201]
advertisement bbox=[474, 627, 677, 714]
advertisement bbox=[1123, 62, 1326, 100]
advertisement-body: TO BLACKSMITHS AND WHEELWRIGHTS.—To dispose of on the most reasonable terms, in the Wairarapa, a good Business. For particulars, apply to Mr. Gibson, Featherston-street, Wellington; or to C. BEST, Taratahi. bbox=[690, 1214, 893, 1266]
advertisement bbox=[690, 1149, 893, 1214]
advertisement bbox=[690, 109, 893, 178]
advertisement bbox=[474, 330, 677, 399]
column-heading: Business Notices bbox=[474, 40, 677, 60]
advertisement bbox=[474, 62, 677, 149]
advertisement-body: Containing 4800 ACRES OR THEREBY. It is situated about four-and-a-half miles from the port or township of Clyde, Wairoa. From Te Kapu, or Frasertown, the estate follows, and is bounded on the west, by the Wairoa River for about five miles, lying immediately opposite the Pakowhai Estate; from the delta of Frasertown it is bounded on the north-east by the Kaikatoro or Scamperdown Creek. The character of the country is very rich soil on generally limestone hills, or clay subsoil on pappa rock, and small clumps of serviceable bush; on the Wairoa River especially, all the way up to the township of Marumaru, there are very rich flats,—flats of portion hundreds of acres in extent, fit for agricultural purposes at once. The very small portion already cultivated gave highly finished or excellent wheat per acre. The hills take surface sowing well. This property is now carrying over 4000 sheep. The sections originally surveyed by Government were forty acres and upward, but these lots will be sold without stock in convenient farms of 150 acres and upward. Part of the purchase money can remain on mortgage at 7 per cent. Immediately after the sale of Te Kapu, the undermoted shall be sold in one block, with or without 10,000 sheep, or thereby, in wool— bbox=[41, 793, 244, 1026]
advertisement bbox=[690, 179, 893, 348]
advertisement bbox=[906, 1187, 1110, 1247]
newspaper-column-2 bbox=[251, 40, 468, 1932]
advertisement-body: WELLINGTON STUD COMPANY. TO STAND DURING THE COMING SEASON, AT THE TAITA, The Purebred Clydesdale Entire Horse YOUNG LORD CLYDE. Pedigree—By the celebrated Clydesdale horse Lord Clyde, out of the first-class mare Nelly; by the renowned champion Blacklegs; grandsire, Black Champion, imported to Tasmania. Young Lord Clyde is a dark dapple bay, with black points; very muscular, with superior action, and exceedingly quiet temper, stands 16½ hands, with great bone and muscle. YOUNG LORD CLYDE will travel as follows:—UPPER HUTT.—A. Brown's, Friday night. TAITA.—Corbett's, Thursday and Saturday nights. LOWER HUTT.—Family Hotel, Monday night. JOHNSONVILLE.—Taylor's, Tuesday and Wednesday nights. PORIRUA.—McGrath's, Mid-day of Wednesday. Terms—Single mare, £4; two or more mares, £3 10s. Groomage, 5s. Payable first service, other fees on January 1, 1876, to the undersigned. bbox=[257, 172, 461, 350]
advertisement-title: BLINDS. BLINDS. bbox=[533, 333, 618, 343]
advertisement-body: PLIMMER, REEVES, AND CO. have on sale—17 tons Meek's flour, 200's. 3 do Wilson King's do. 10 do Anderson and Mowat's do. 10 do Isaac Wilson's do. 10 do Meek's flour, 100's. 10 do Anderson and Mowat's do. 13 do Wilson King's do. 10 do Isaac Wilson's do. 10 do Anderson and Mowat's flour, 50's. 3 do oatmeal, 25's and 50's. 113 sacks maize. 117 do peas. 47 do beans. 23 do potatoes. 20 do early seed potatoes. 5 do cocksfoot and assorted grass seed. 60 do whole wheat, prime sample. 270 do crushed oats. 20 do fine pollard. 171 do bran. 1 tons cheese. Oats, chaff. Wire nails, empty sacks, &c. bbox=[1123, 333, 1326, 449]
advertisement bbox=[41, 353, 244, 464]
advertisement-body: ON SALE, BY SAMUEL DANKS AND SON— Wrought iron pipes, black and galvanised for gas, steam, and water. Cooper, lead, brass, and copper pipe; gasfittings. Globes, baths, plumbers' earthenware. High-pressure taps, gas stoves. Indiarubber hose. Sheet copper and brass. Copper and brass wire. And every description of coppersmiths', plumbers', and gasfitters' material. Force and lift pumps. Steam gauges, gauge cocks, whistles. Salter's spring balances. Manufacturer of Galvanised Iron, Spouting, Ridging, &c. Curving and Corrugating for the Trade. BRANDON-STREET—RECLAIMED LAND. bbox=[1123, 969, 1326, 1093]
advertisement-body: MR. G. H. VENNELL has received instructions from Messrs. Levin and Co., to sell by public auction, on board the Halcione, on Monday next, the 27th instant, at 1 o'clock—The following surplus stores, in good condition, consisting of Flour (17 casks), West India sugar, Loaf sugar, Rice and oatmeal, Butter, pepper, mustard, Preserved potatoes, Lime juice, preserved milk, Biscuits, in puncheons and bags, Pickles, sago, molasses, Arrowroot, peas, Carrots, onions, Old lead, ship's fittings, &c. &c. &c. Sale at 1 o'clock. Terms cash. bbox=[41, 128, 244, 234]
advertisement bbox=[257, 158, 461, 355]
advertisement bbox=[257, 62, 461, 158]
advertisement bbox=[1123, 453, 1326, 828]
advertisement-body: LAND AND ESTATE AGENCY OFFICE. (Next the Odd Fellows' Hall, Lambton-quay.) BENJAMIN SMITH AND CO. direct attention to the following valuable properties for sale or to be let. A complete list for September may be had on application. bbox=[690, 122, 893, 174]
advertisement-body: FOR SALE, a General Store and Butcher's Shop, doing a flourishing business, with Dwelling-house and outbuildings. Immediate possession. Price very low. Apply to B. Smith and Co., Lambton-quay. bbox=[690, 62, 893, 104]
advertisement-title: J. AND P. COATS' bbox=[1399, 822, 1483, 832]
advertisement bbox=[1339, 819, 1543, 916]
advertisement-body: MR. R. J. DUNCAN has received instructions from Mr. C. Collins to sell by auction, at his salesroom, on above date, at 2 o'clock—128 acres land at Mungaroa, situate on the main trunk line of road, and within a short distance of the new railway station. Nearly the whole of this valuable property is level land (all excepting 5 or 6 acres), principally covered with good timber, and adjoining Mr. Mabey's Mungaroa Hotel. Further particulars and plans may be seen at the auctioneers. bbox=[41, 252, 244, 349]
advertisement bbox=[906, 835, 1110, 961]
advertisement-title: TOWN PROPERTIES. bbox=[741, 351, 843, 361]
advertisement bbox=[474, 1168, 677, 1270]
